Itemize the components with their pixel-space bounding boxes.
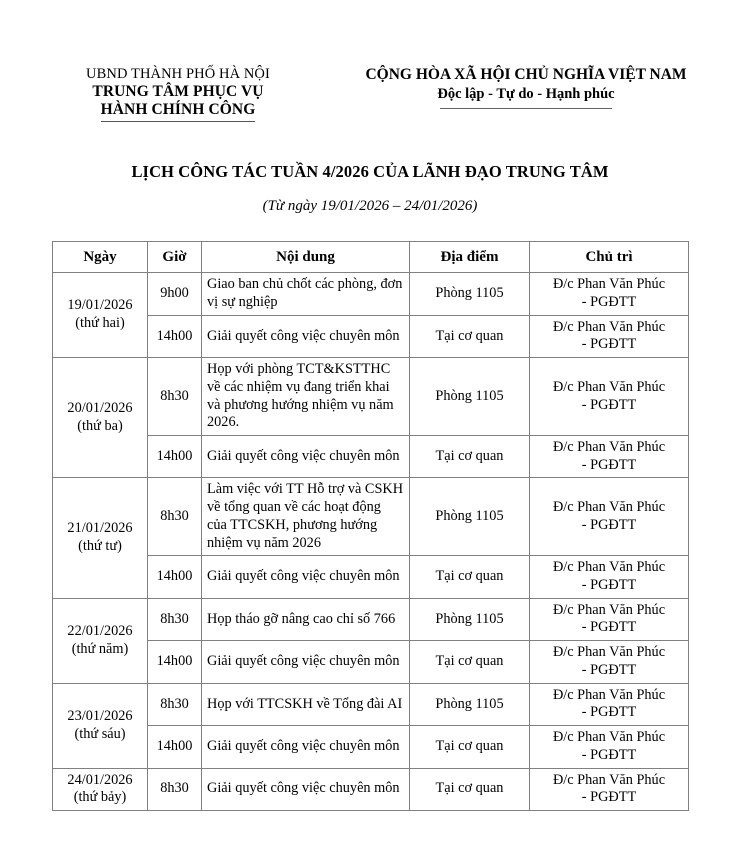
cell-chair: [530, 598, 689, 640]
chair-name: Đ/c Phan Văn Phúc: [552, 729, 666, 746]
chair-role: - PGĐTT: [581, 577, 637, 594]
day-date: 24/01/2026: [67, 771, 133, 788]
page-subtitle: (Từ ngày 19/01/2026 – 24/01/2026): [262, 197, 478, 214]
table-row: [53, 726, 689, 768]
cell-time: 8h30: [148, 598, 202, 640]
table-row: [53, 436, 689, 478]
table-row: [53, 273, 689, 315]
cell-chair: [530, 273, 689, 315]
cell-content: Giải quyết công việc chuyên môn: [202, 315, 410, 357]
cell-place: Phòng 1105: [410, 598, 530, 640]
column-header-day: Ngày: [53, 241, 148, 273]
chair-role: - PGĐTT: [581, 456, 637, 473]
cell-chair: [530, 726, 689, 768]
table-row: [53, 556, 689, 598]
chair-name: Đ/c Phan Văn Phúc: [552, 686, 666, 703]
day-weekday: (thứ tư): [78, 538, 122, 555]
cell-time: 14h00: [148, 726, 202, 768]
chair-name: Đ/c Phan Văn Phúc: [552, 644, 666, 661]
day-date: 22/01/2026: [67, 622, 133, 639]
cell-content: Giải quyết công việc chuyên môn: [202, 726, 410, 768]
table-row: [53, 641, 689, 683]
schedule-table: [52, 241, 689, 811]
cell-place: Phòng 1105: [410, 683, 530, 725]
chair-role: - PGĐTT: [581, 704, 637, 721]
day-date: 21/01/2026: [67, 520, 133, 537]
cell-chair: [530, 315, 689, 357]
cell-time: 8h30: [148, 478, 202, 556]
cell-time: 8h30: [148, 768, 202, 810]
masthead: [0, 0, 740, 122]
chair-role: - PGĐTT: [581, 746, 637, 763]
cell-content: Giải quyết công việc chuyên môn: [202, 436, 410, 478]
chair-name: Đ/c Phan Văn Phúc: [552, 499, 666, 516]
cell-place: Phòng 1105: [410, 478, 530, 556]
table-row: [53, 683, 689, 725]
national-heading-block: [338, 66, 714, 109]
cell-place: Phòng 1105: [410, 358, 530, 436]
chair-role: - PGĐTT: [581, 396, 637, 413]
chair-role: - PGĐTT: [581, 619, 637, 636]
day-weekday: (thứ hai): [75, 315, 125, 332]
column-header-chair: Chủ trì: [530, 241, 689, 273]
cell-day: [53, 478, 148, 598]
chair-role: - PGĐTT: [581, 661, 637, 678]
table-row: [53, 358, 689, 436]
table-row: [53, 768, 689, 810]
issuing-authority-block: [28, 66, 328, 122]
table-row: [53, 478, 689, 556]
day-date: 20/01/2026: [67, 400, 133, 417]
cell-day: [53, 683, 148, 768]
day-date: 23/01/2026: [67, 707, 133, 724]
cell-content: Họp tháo gỡ nâng cao chỉ số 766: [202, 598, 410, 640]
table-header-row: [53, 241, 689, 273]
schedule-table-container: [52, 241, 688, 811]
chair-role: - PGĐTT: [581, 516, 637, 533]
cell-chair: [530, 478, 689, 556]
national-name: CỘNG HÒA XÃ HỘI CHỦ NGHĨA VIỆT NAM: [365, 66, 687, 83]
table-header: [53, 241, 689, 273]
page-title: LỊCH CÔNG TÁC TUẦN 4/2026 CỦA LÃNH ĐẠO TRUNG TÂM: [131, 161, 609, 181]
cell-content: Giải quyết công việc chuyên môn: [202, 641, 410, 683]
cell-time: 14h00: [148, 641, 202, 683]
authority-line-2: TRUNG TÂM PHỤC VỤ: [92, 83, 264, 101]
cell-time: 8h30: [148, 683, 202, 725]
national-motto-underline: [440, 108, 612, 109]
chair-name: Đ/c Phan Văn Phúc: [552, 276, 666, 293]
authority-line-3: HÀNH CHÍNH CÔNG: [101, 101, 256, 121]
cell-day: [53, 598, 148, 683]
chair-name: Đ/c Phan Văn Phúc: [552, 318, 666, 335]
chair-name: Đ/c Phan Văn Phúc: [552, 439, 666, 456]
cell-chair: [530, 768, 689, 810]
day-weekday: (thứ bảy): [73, 789, 127, 806]
chair-name: Đ/c Phan Văn Phúc: [552, 601, 666, 618]
chair-name: Đ/c Phan Văn Phúc: [552, 378, 666, 395]
cell-place: Phòng 1105: [410, 273, 530, 315]
cell-place: Tại cơ quan: [410, 436, 530, 478]
cell-time: 14h00: [148, 315, 202, 357]
national-motto: Độc lập - Tự do - Hạnh phúc: [437, 85, 615, 102]
day-weekday: (thứ năm): [71, 640, 129, 657]
cell-place: Tại cơ quan: [410, 768, 530, 810]
table-row: [53, 315, 689, 357]
authority-line-1: UBND THÀNH PHỐ HÀ NỘI: [86, 66, 270, 82]
cell-time: 9h00: [148, 273, 202, 315]
cell-content: Họp với TTCSKH về Tổng đài AI: [202, 683, 410, 725]
cell-content: Giải quyết công việc chuyên môn: [202, 768, 410, 810]
column-header-place: Địa điểm: [410, 241, 530, 273]
cell-chair: [530, 358, 689, 436]
cell-place: Tại cơ quan: [410, 315, 530, 357]
column-header-time: Giờ: [148, 241, 202, 273]
chair-name: Đ/c Phan Văn Phúc: [552, 559, 666, 576]
chair-role: - PGĐTT: [581, 336, 637, 353]
day-weekday: (thứ sáu): [74, 725, 126, 742]
cell-place: Tại cơ quan: [410, 556, 530, 598]
cell-content: Giải quyết công việc chuyên môn: [202, 556, 410, 598]
cell-chair: [530, 641, 689, 683]
cell-chair: [530, 556, 689, 598]
day-weekday: (thứ ba): [77, 417, 123, 434]
table-row: [53, 598, 689, 640]
table-body: [53, 273, 689, 811]
cell-chair: [530, 436, 689, 478]
cell-day: [53, 273, 148, 358]
column-header-content: Nội dung: [202, 241, 410, 273]
cell-day: [53, 768, 148, 810]
cell-content: Làm việc với TT Hỗ trợ và CSKH về tổng quan về các hoạt động của TTCSKH, phương hướng nhiệm vụ năm 2026: [202, 478, 410, 556]
cell-content: Họp với phòng TCT&KSTTHC về các nhiệm vụ đang triển khai và phương hướng nhiệm vụ năm 2026.: [202, 358, 410, 436]
chair-name: Đ/c Phan Văn Phúc: [552, 771, 666, 788]
cell-time: 8h30: [148, 358, 202, 436]
cell-time: 14h00: [148, 436, 202, 478]
cell-chair: [530, 683, 689, 725]
chair-role: - PGĐTT: [581, 293, 637, 310]
cell-content: Giao ban chủ chốt các phòng, đơn vị sự nghiệp: [202, 273, 410, 315]
cell-place: Tại cơ quan: [410, 726, 530, 768]
chair-role: - PGĐTT: [581, 789, 637, 806]
cell-place: Tại cơ quan: [410, 641, 530, 683]
cell-day: [53, 358, 148, 478]
cell-time: 14h00: [148, 556, 202, 598]
day-date: 19/01/2026: [67, 297, 133, 314]
